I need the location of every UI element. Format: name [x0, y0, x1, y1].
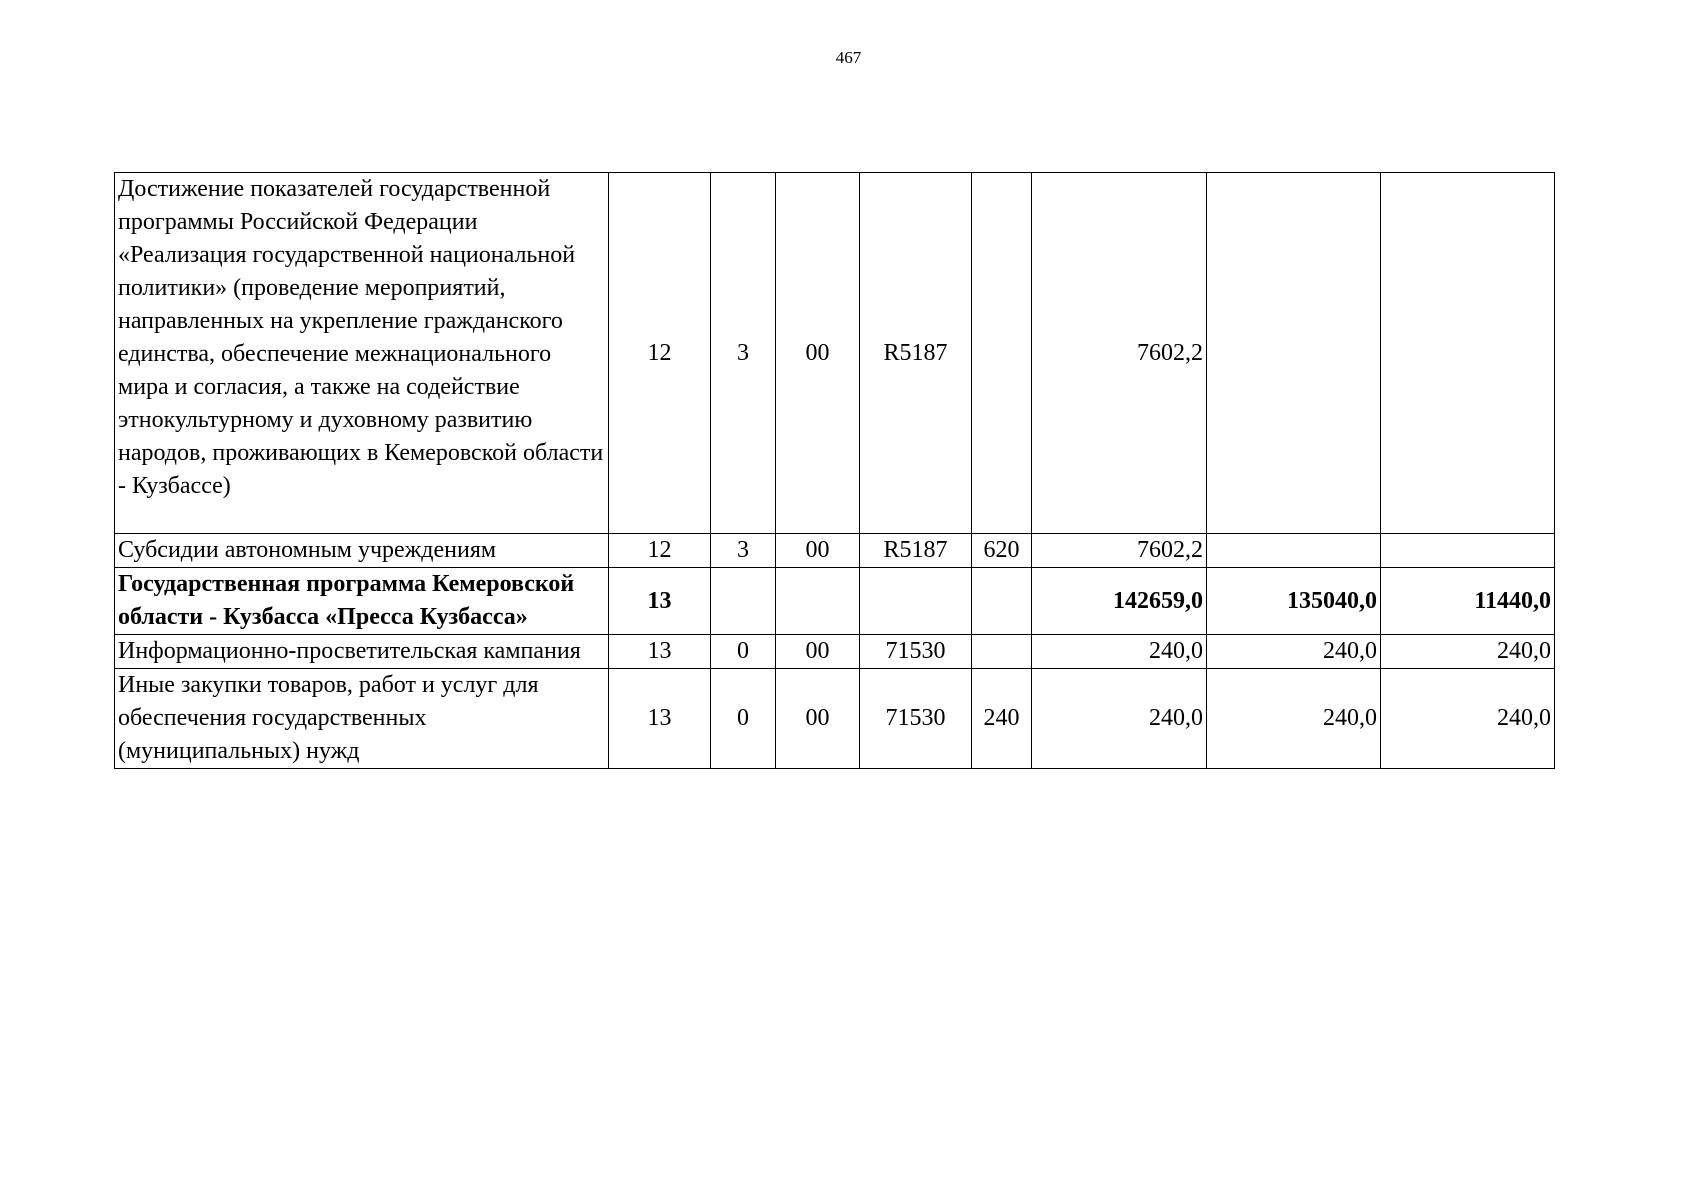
amount-year-1: 240,0	[1032, 635, 1207, 669]
subprogram-code: 00	[776, 635, 860, 669]
amount-year-2	[1207, 534, 1381, 568]
row-name: Государственная программа Кемеровской области - Кузбасса «Пресса Кузбасса»	[115, 568, 609, 635]
row-name: Иные закупки товаров, работ и услуг для обеспечения государственных (муниципальных) нужд	[115, 669, 609, 769]
section-code: 13	[609, 635, 711, 669]
table-row	[115, 568, 1555, 635]
subprogram-code: 00	[776, 173, 860, 534]
amount-year-1: 7602,2	[1032, 173, 1207, 534]
table-row	[115, 635, 1555, 669]
table-row	[115, 173, 1555, 534]
subprogram-code	[776, 568, 860, 635]
amount-year-3	[1381, 173, 1555, 534]
target-article-code: 71530	[860, 669, 972, 769]
amount-year-2: 135040,0	[1207, 568, 1381, 635]
target-article-code	[860, 568, 972, 635]
program-code: 0	[711, 669, 776, 769]
amount-year-2	[1207, 173, 1381, 534]
budget-table	[114, 172, 1555, 769]
target-article-code: R5187	[860, 534, 972, 568]
page-number: 467	[835, 48, 862, 67]
expense-type-code: 620	[972, 534, 1032, 568]
amount-year-3: 11440,0	[1381, 568, 1555, 635]
amount-year-1: 240,0	[1032, 669, 1207, 769]
subprogram-code: 00	[776, 534, 860, 568]
amount-year-3: 240,0	[1381, 635, 1555, 669]
program-code: 0	[711, 635, 776, 669]
program-code	[711, 568, 776, 635]
section-code: 13	[609, 669, 711, 769]
row-name: Субсидии автономным учреждениям	[115, 534, 609, 568]
section-code: 13	[609, 568, 711, 635]
amount-year-3: 240,0	[1381, 669, 1555, 769]
table-row	[115, 534, 1555, 568]
expense-type-code	[972, 568, 1032, 635]
section-code: 12	[609, 534, 711, 568]
amount-year-1: 142659,0	[1032, 568, 1207, 635]
subprogram-code: 00	[776, 669, 860, 769]
expense-type-code: 240	[972, 669, 1032, 769]
target-article-code: R5187	[860, 173, 972, 534]
row-name: Информационно-просветительская кампания	[115, 635, 609, 669]
program-code: 3	[711, 173, 776, 534]
expense-type-code	[972, 173, 1032, 534]
section-code: 12	[609, 173, 711, 534]
amount-year-2: 240,0	[1207, 635, 1381, 669]
program-code: 3	[711, 534, 776, 568]
row-name: Достижение показателей государственной программы Российской Федерации «Реализация государственной национальной политики» (проведение мероприятий, направленных на укрепление гражданского единства, обеспечение межнационального мира и согласия, а также на содействие этнокультурному и духовному развитию народов, проживающих в Кемеровской области - Кузбассе)	[115, 173, 609, 534]
amount-year-2: 240,0	[1207, 669, 1381, 769]
amount-year-1: 7602,2	[1032, 534, 1207, 568]
target-article-code: 71530	[860, 635, 972, 669]
table-row	[115, 669, 1555, 769]
expense-type-code	[972, 635, 1032, 669]
amount-year-3	[1381, 534, 1555, 568]
